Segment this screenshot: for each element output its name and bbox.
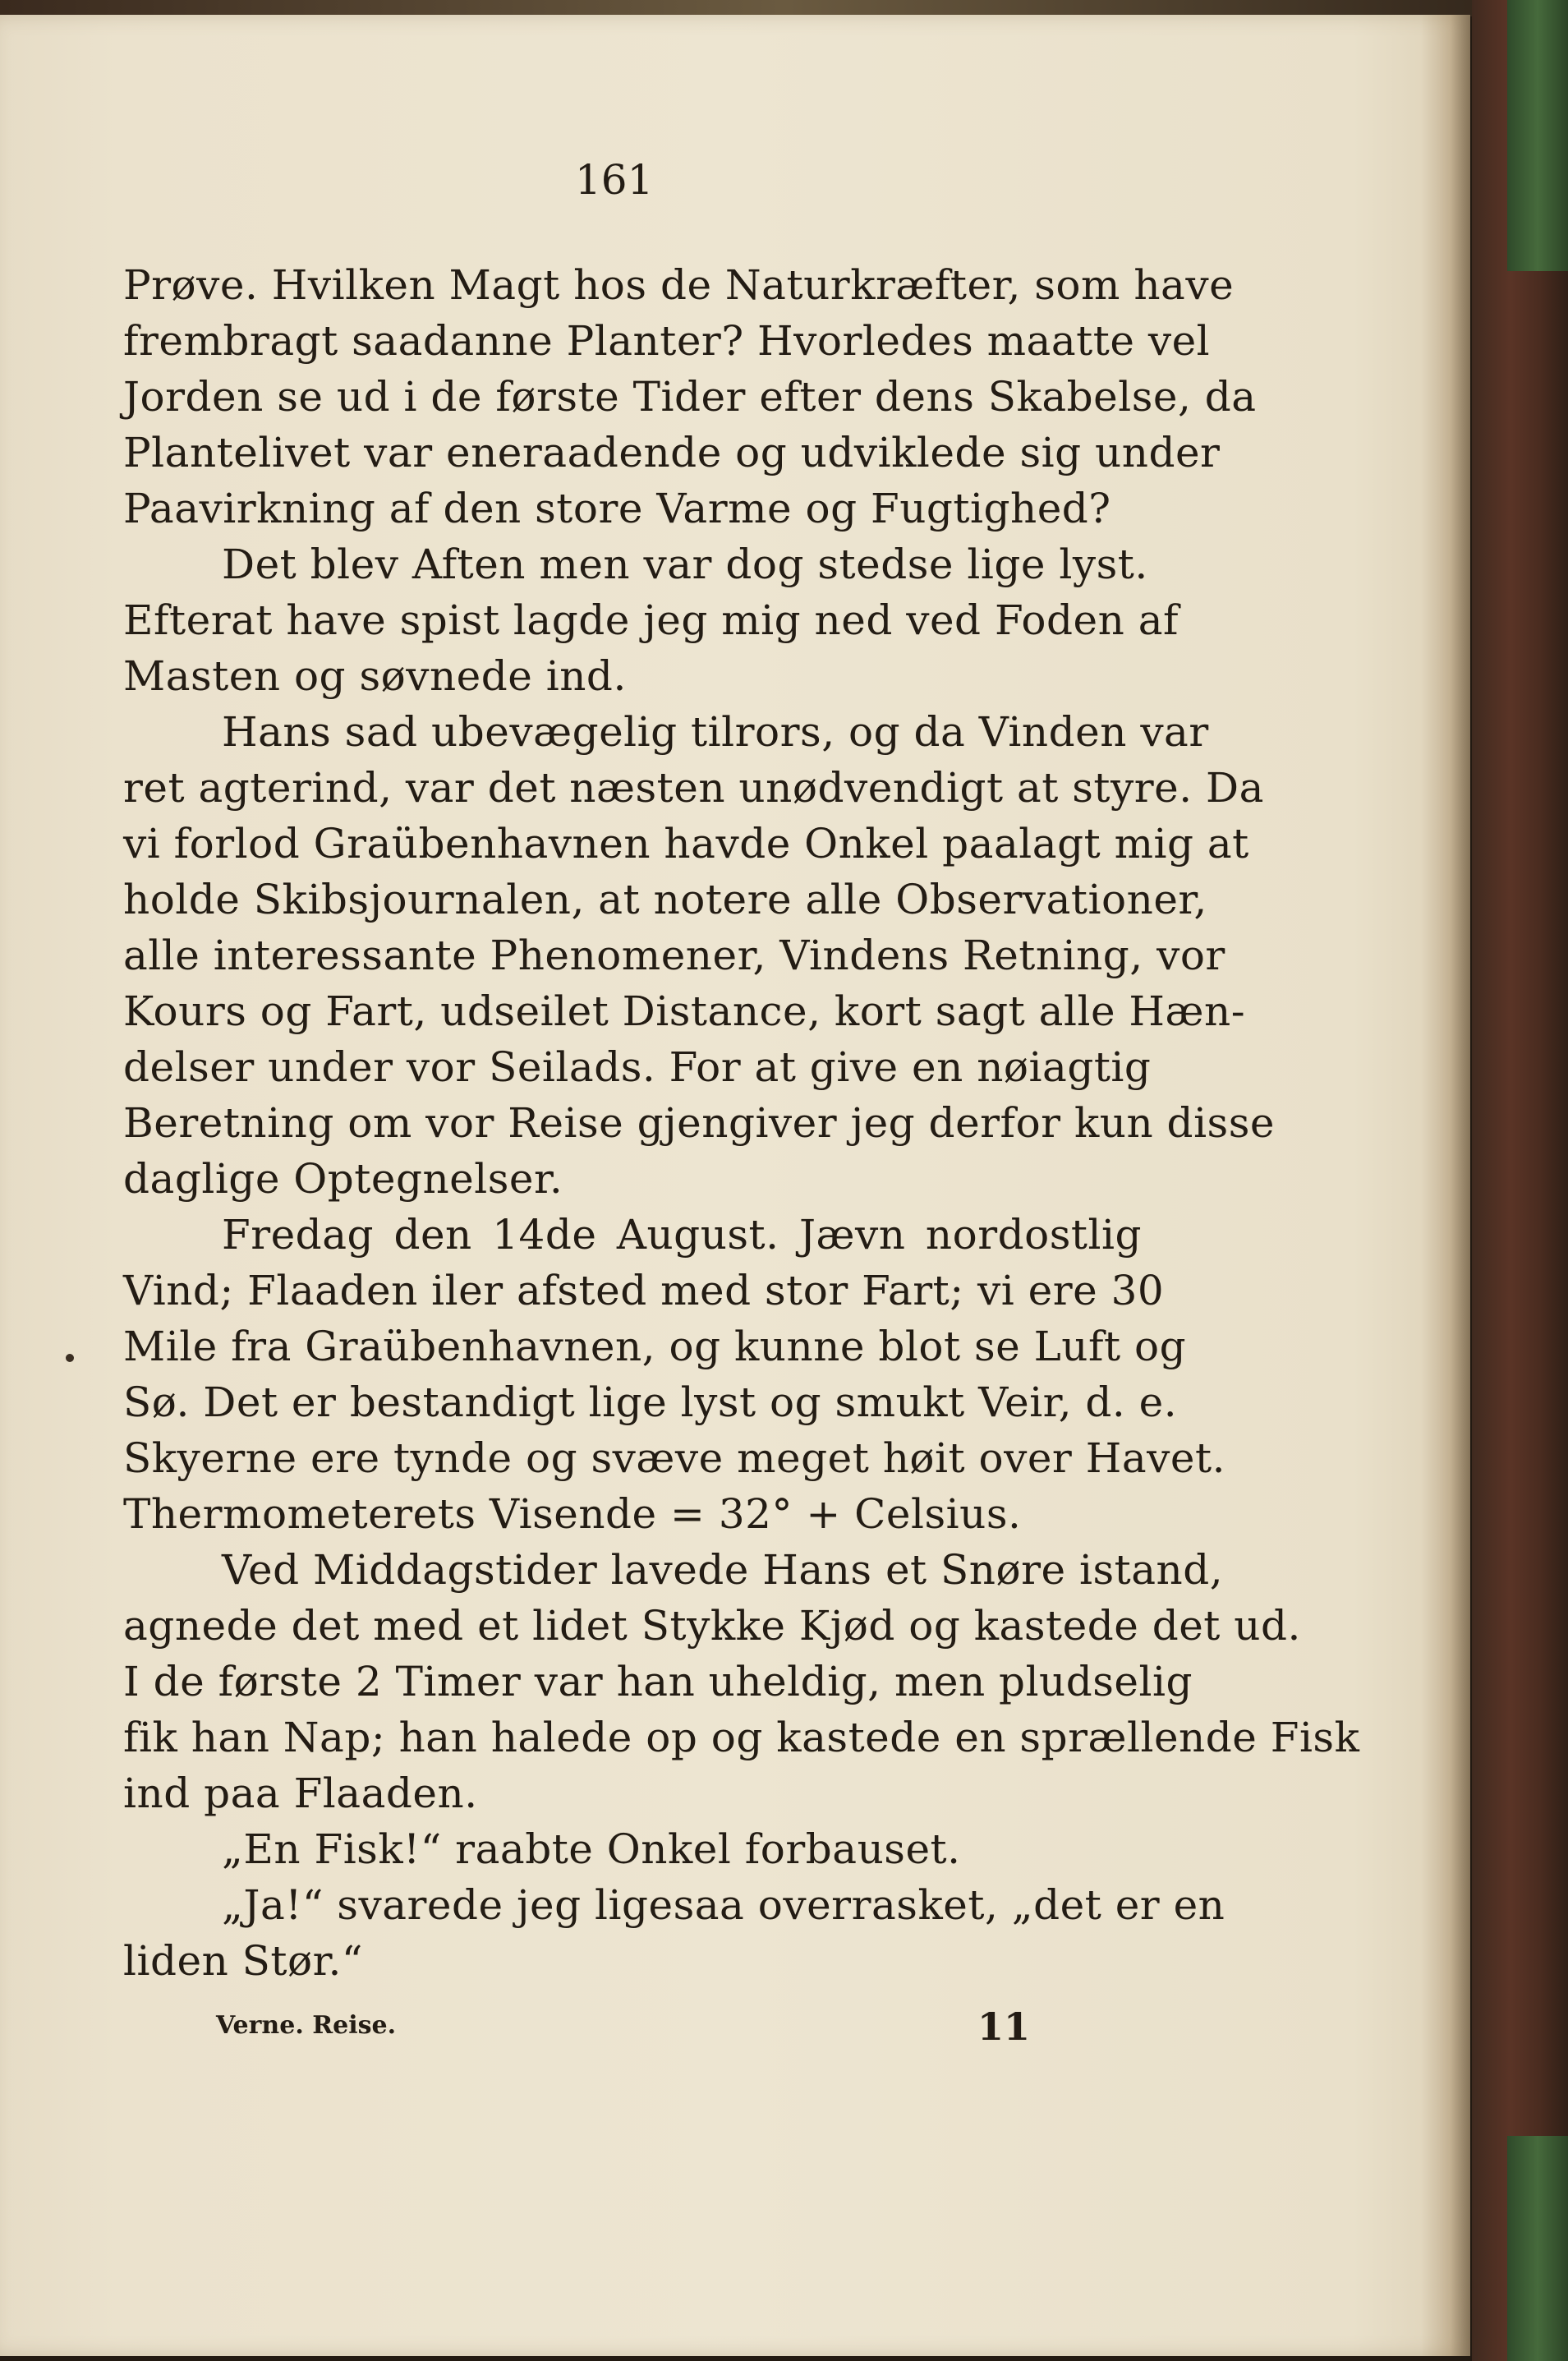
text-line: agnede det med et lidet Stykke Kjød og kastede det ud. [123,1602,1301,1650]
text-line: Efterat have spist lagde jeg mig ned ved Foden af [123,596,1179,644]
page-gutter-shadow [1421,15,1470,2356]
top-edge [0,0,1568,16]
text-line: fik han Nap; han halede op og kastede en sprællende Fisk [123,1714,1360,1761]
book-cover-edge [1472,0,1568,2361]
cover-green-top [1507,0,1568,271]
text-line: Beretning om vor Reise gjengiver jeg derfor kun disse [123,1099,1275,1147]
text-line: Plantelivet var eneraadende og udviklede sig under [123,429,1221,476]
text-line: Prøve. Hvilken Magt hos de Naturkræfter, som have [123,261,1235,309]
text-line: Kours og Fart, udseilet Distance, kort sagt alle Hæn- [123,987,1246,1035]
cover-green-bottom [1507,2136,1568,2361]
text-line: „En Fisk!“ raabte Onkel forbauset. [222,1825,961,1873]
margin-mark [66,1354,74,1362]
text-line: Sø. Det er bestandigt lige lyst og smukt Veir, d. e. [123,1378,1178,1426]
text-line: liden Stør.“ [123,1937,363,1985]
text-line: alle interessante Phenomener, Vindens Retning, vor [123,932,1225,979]
page-number: 161 [575,156,654,204]
text-line: Masten og søvnede ind. [123,652,627,700]
text-line: „Ja!“ svarede jeg ligesaa overrasket, „det er en [222,1881,1225,1929]
text-line: Det blev Aften men var dog stedse lige lyst. [222,541,1148,588]
text-line: ind paa Flaaden. [123,1770,478,1817]
text-line: I de første 2 Timer var han uheldig, men pludselig [123,1658,1193,1705]
text-line: Fredag den 14de August. Jævn nordostlig [222,1211,1142,1259]
text-line: Jorden se ud i de første Tider efter dens Skabelse, da [123,373,1257,421]
footer-signature: Verne. Reise. [216,2011,397,2040]
text-line: Mile fra Graübenhavnen, og kunne blot se Luft og [123,1323,1187,1370]
text-line: Hans sad ubevægelig tilrors, og da Vinden var [222,708,1209,756]
text-line: Vind; Flaaden iler afsted med stor Fart; vi ere 30 [123,1267,1165,1314]
text-line: frembragt saadanne Planter? Hvorledes maatte vel [123,317,1211,365]
text-line: Skyerne ere tynde og svæve meget høit over Havet. [123,1434,1225,1482]
text-line: delser under vor Seilads. For at give en nøiagtig [123,1043,1152,1091]
text-line: Thermometerets Visende = 32° + Celsius. [123,1490,1022,1538]
text-line: holde Skibsjournalen, at notere alle Observationer, [123,876,1207,923]
footer-sheet-number: 11 [977,2004,1031,2049]
text-line: Paavirkning af den store Varme og Fugtighed? [123,485,1111,532]
text-line: ret agterind, var det næsten unødvendigt at styre. Da [123,764,1264,812]
text-line: Ved Middagstider lavede Hans et Snøre istand, [222,1546,1224,1594]
text-line: daglige Optegnelser. [123,1155,563,1203]
text-line: vi forlod Graübenhavnen havde Onkel paalagt mig at [123,820,1249,868]
